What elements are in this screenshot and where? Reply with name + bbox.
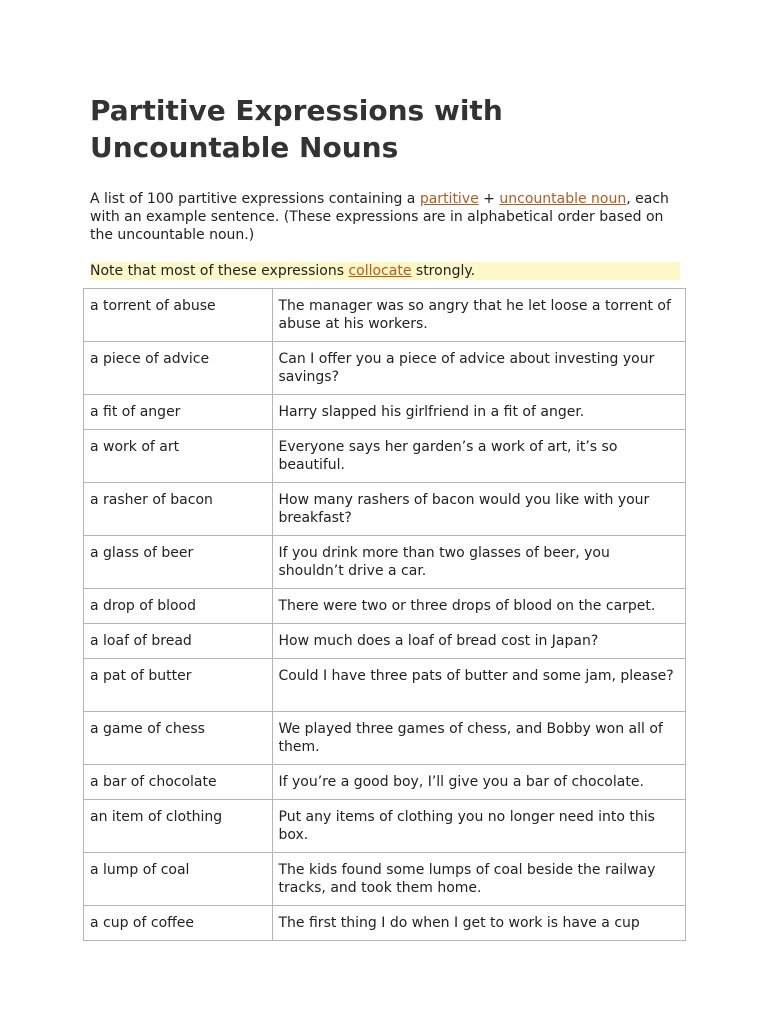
expression-cell: a loaf of bread [83,623,272,658]
expression-cell: a drop of blood [83,588,272,623]
expression-cell: a work of art [83,429,272,482]
partitive-table [83,288,686,941]
example-cell: The first thing I do when I get to work is have a cup [272,905,687,941]
expression-cell: a cup of coffee [83,905,272,941]
example-cell: If you drink more than two glasses of beer, you shouldn’t drive a car. [272,535,687,588]
collocate-link[interactable]: collocate [348,263,412,279]
table-row [83,429,686,482]
intro-text-before: A list of 100 partitive expressions containing a [90,191,420,207]
note-text-after: strongly. [411,263,476,279]
expression-cell: a lump of coal [83,852,272,905]
expression-cell: a glass of beer [83,535,272,588]
expression-cell: a fit of anger [83,394,272,429]
example-cell: Everyone says her garden’s a work of art, it’s so beautiful. [272,429,687,482]
intro-text-after: , each with an example sentence. (These expressions are in alphabetical order based on the uncountable noun.) [90,191,669,243]
table-row [83,764,686,799]
example-cell: How many rashers of bacon would you like with your breakfast? [272,482,687,535]
table-row [83,799,686,852]
page-title: Partitive Expressions with Uncountable Nouns [90,94,503,164]
table-row [83,623,686,658]
table-row [83,588,686,623]
example-cell: If you’re a good boy, I’ll give you a bar of chocolate. [272,764,687,799]
table-row [83,905,686,941]
example-cell: How much does a loaf of bread cost in Japan? [272,623,687,658]
example-cell: Could I have three pats of butter and some jam, please? [272,658,687,711]
expression-cell: a piece of advice [83,341,272,394]
table-row [83,288,686,341]
example-cell: Harry slapped his girlfriend in a fit of anger. [272,394,687,429]
note-callout [90,262,680,280]
expression-cell: a torrent of abuse [83,288,272,341]
table-row [83,341,686,394]
example-cell: We played three games of chess, and Bobby won all of them. [272,711,687,764]
expression-cell: a rasher of bacon [83,482,272,535]
table-row [83,394,686,429]
expression-cell: a game of chess [83,711,272,764]
example-cell: The manager was so angry that he let loose a torrent of abuse at his workers. [272,288,687,341]
table-row [83,658,686,711]
example-cell: The kids found some lumps of coal beside the railway tracks, and took them home. [272,852,687,905]
table-row [83,852,686,905]
note-text-before: Note that most of these expressions [90,263,349,279]
expression-cell: a bar of chocolate [83,764,272,799]
uncountable-noun-link[interactable]: uncountable noun [499,191,627,207]
expression-cell: a pat of butter [83,658,272,711]
intro-plus: + [478,191,500,207]
expression-cell: an item of clothing [83,799,272,852]
article [90,92,686,280]
table-row [83,535,686,588]
example-cell: Can I offer you a piece of advice about investing your savings? [272,341,687,394]
table-row [83,482,686,535]
example-cell: There were two or three drops of blood on the carpet. [272,588,687,623]
partitive-link[interactable]: partitive [419,191,479,207]
example-cell: Put any items of clothing you no longer need into this box. [272,799,687,852]
table-row [83,711,686,764]
intro-paragraph [90,190,670,244]
